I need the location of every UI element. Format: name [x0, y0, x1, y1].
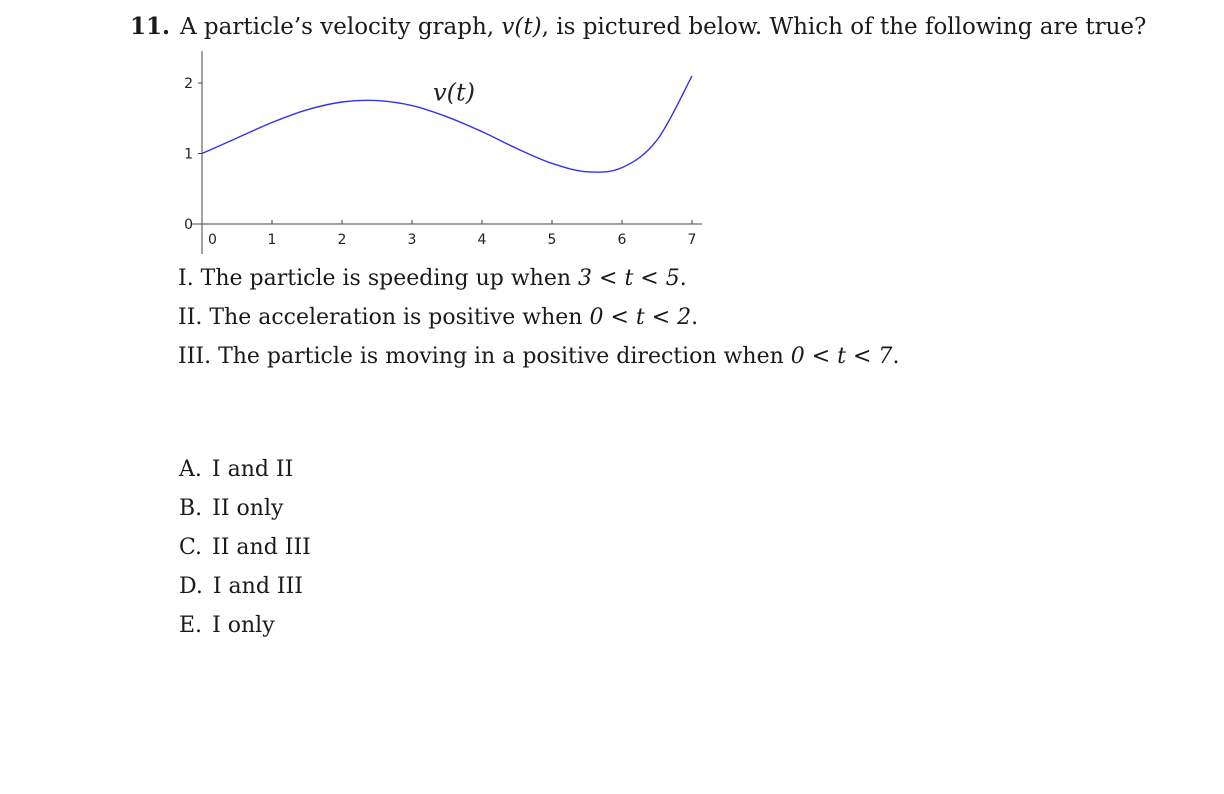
choice-d[interactable]: [179, 574, 311, 613]
x-tick-label: 1: [267, 232, 277, 248]
statement-3: [178, 344, 899, 383]
choice-e[interactable]: [179, 613, 311, 652]
statement-math: 0 < t < 7: [790, 344, 893, 369]
curve-label: [433, 79, 475, 107]
statement-numeral: I.: [178, 266, 194, 291]
choice-letter: E.: [179, 613, 203, 638]
y-tick-label: 0: [184, 217, 193, 233]
answer-choices: [179, 457, 311, 652]
statement-math: 0 < t < 2: [589, 305, 692, 330]
y-tick-label: 1: [184, 146, 193, 163]
choice-c[interactable]: [179, 535, 311, 574]
statement-2: [178, 305, 899, 344]
x-tick-label: 5: [547, 232, 557, 248]
x-tick-label: 3: [407, 232, 417, 248]
question-text-end: , is pictured below. Which of the following are true?: [541, 14, 1147, 40]
y-tick-label: 2: [184, 76, 193, 92]
statement-end: .: [679, 266, 687, 291]
choice-text: I and II: [211, 457, 294, 482]
x-tick-label: 0: [208, 232, 217, 248]
x-tick-label: 7: [687, 232, 697, 248]
choice-text: I only: [212, 613, 275, 638]
question-math: v(t): [501, 14, 542, 40]
statements-list: [178, 266, 899, 383]
velocity-graph: [168, 48, 708, 258]
statement-math: 3 < t < 5: [578, 266, 680, 291]
choice-letter: D.: [179, 574, 203, 599]
choice-letter: C.: [179, 535, 203, 560]
choice-b[interactable]: [179, 496, 311, 535]
statement-numeral: II.: [178, 305, 203, 330]
choice-letter: A.: [179, 457, 202, 482]
choice-letter: B.: [179, 496, 203, 521]
curve-label-text: v(t): [433, 78, 475, 107]
choice-text: I and III: [212, 574, 303, 599]
question-text-start: A particle’s velocity graph,: [180, 14, 502, 40]
x-tick-label: 6: [617, 232, 627, 248]
x-tick-label: 2: [337, 232, 347, 248]
choice-text: II only: [212, 496, 284, 521]
statement-end: .: [691, 305, 699, 330]
choice-text: II and III: [212, 535, 311, 560]
statement-text: The particle is moving in a positive direction when: [211, 344, 791, 369]
question-number: 11.: [130, 13, 171, 40]
statement-text: The particle is speeding up when: [193, 266, 579, 291]
x-tick-label: 4: [477, 232, 487, 248]
statement-text: The acceleration is positive when: [202, 305, 590, 330]
statement-numeral: III.: [178, 344, 212, 369]
statement-end: .: [892, 344, 900, 369]
question-prompt: [130, 13, 1146, 40]
statement-1: [178, 266, 899, 305]
choice-a[interactable]: [179, 457, 311, 496]
